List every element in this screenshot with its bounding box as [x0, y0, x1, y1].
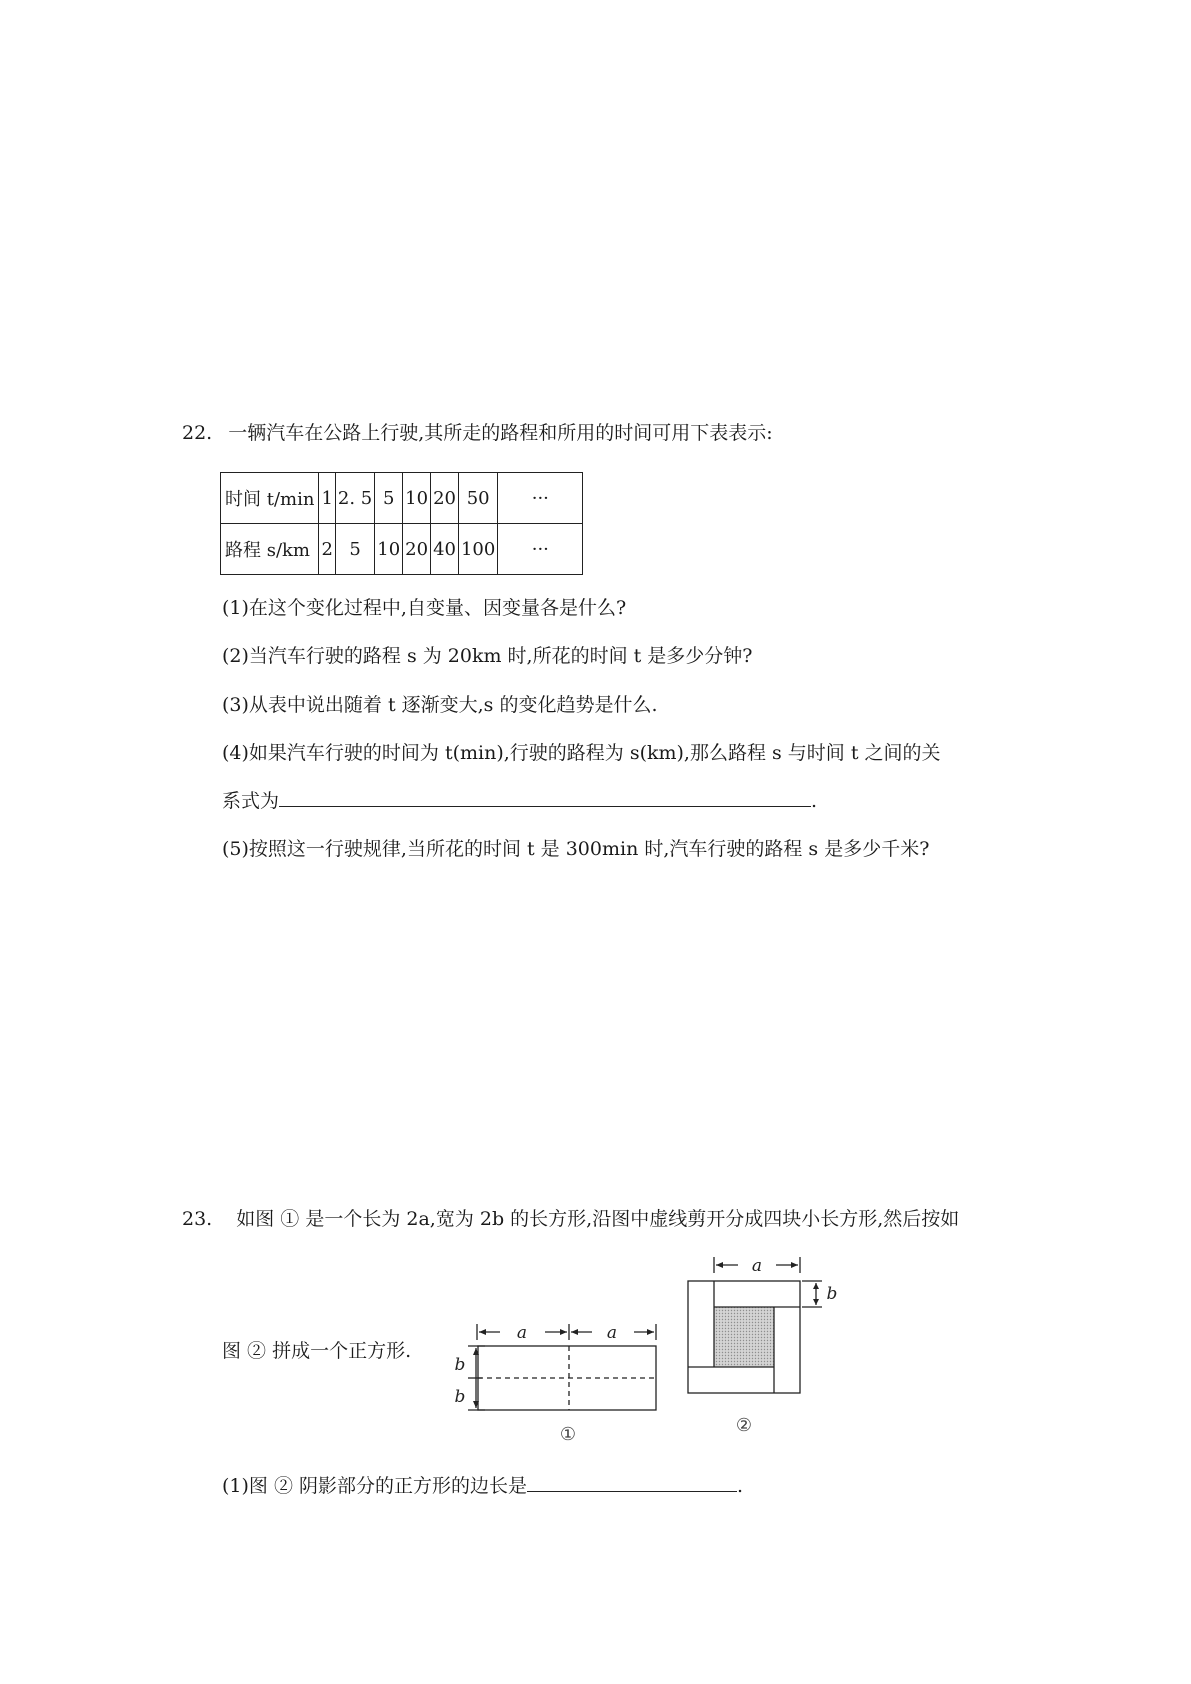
- q23-sub1-text: (1)图 ② 阴影部分的正方形的边长是: [222, 1475, 527, 1497]
- table-cell: 2. 5: [335, 473, 374, 524]
- table-cell: 40: [431, 524, 459, 575]
- q22-table: [220, 472, 583, 575]
- q22-sub3: (3)从表中说出随着 t 逐渐变大,s 的变化趋势是什么.: [222, 694, 658, 716]
- label-b: b: [454, 1387, 466, 1407]
- q22-sub5: (5)按照这一行驶规律,当所花的时间 t 是 300min 时,汽车行驶的路程 s 是多少千米?: [222, 838, 930, 860]
- q23-number: 23.: [182, 1208, 213, 1230]
- figure-1: [430, 1310, 670, 1450]
- q22-stem-line: [182, 418, 773, 445]
- table-cell: ···: [498, 473, 583, 524]
- label-b: b: [826, 1284, 838, 1304]
- label-b: b: [454, 1355, 466, 1375]
- caption-figure-2: ②: [735, 1415, 753, 1436]
- table-cell: 路程 s/km: [221, 524, 319, 575]
- q23-sub1-period: .: [737, 1475, 744, 1497]
- caption-figure-1: ①: [559, 1424, 577, 1445]
- table-cell: 2: [319, 524, 335, 575]
- label-a: a: [751, 1256, 763, 1276]
- q22-sub1: (1)在这个变化过程中,自变量、因变量各是什么?: [222, 597, 627, 619]
- table-cell: 20: [403, 524, 431, 575]
- q23-sub1: [222, 1471, 743, 1498]
- table-cell: 100: [458, 524, 497, 575]
- q22-stem: 一辆汽车在公路上行驶,其所走的路程和所用的时间可用下表表示:: [228, 422, 773, 444]
- q22-sub4-prefix: 系式为: [222, 790, 280, 812]
- q23-stem-line1: [182, 1204, 959, 1231]
- q22-sub2: (2)当汽车行驶的路程 s 为 20km 时,所花的时间 t 是多少分钟?: [222, 645, 753, 667]
- table-row-time: [221, 473, 583, 524]
- table-cell: 时间 t/min: [221, 473, 319, 524]
- q22-sub4-line1: (4)如果汽车行驶的时间为 t(min),行驶的路程为 s(km),那么路程 s 与时间 t 之间的关: [222, 742, 941, 764]
- table-cell: 5: [335, 524, 374, 575]
- q22-sub4-period: .: [811, 790, 818, 812]
- label-a: a: [606, 1323, 618, 1343]
- table-row-distance: [221, 524, 583, 575]
- q23-stem: 如图 ① 是一个长为 2a,宽为 2b 的长方形,沿图中虚线剪开分成四块小长方形,然后按如: [236, 1208, 960, 1230]
- label-a: a: [516, 1323, 528, 1343]
- q22-sub4-line2: [222, 786, 817, 813]
- table-cell: ···: [498, 524, 583, 575]
- table-cell: 1: [319, 473, 335, 524]
- table-cell: 5: [375, 473, 403, 524]
- table-cell: 10: [403, 473, 431, 524]
- table-cell: 50: [458, 473, 497, 524]
- answer-blank[interactable]: [279, 788, 811, 807]
- q22-number: 22.: [182, 422, 213, 444]
- table-cell: 10: [375, 524, 403, 575]
- answer-blank[interactable]: [527, 1473, 737, 1492]
- q23-stem-line2: 图 ② 拼成一个正方形.: [222, 1340, 412, 1362]
- table-cell: 20: [431, 473, 459, 524]
- figure-2: [676, 1255, 866, 1445]
- shaded-square: [714, 1307, 774, 1367]
